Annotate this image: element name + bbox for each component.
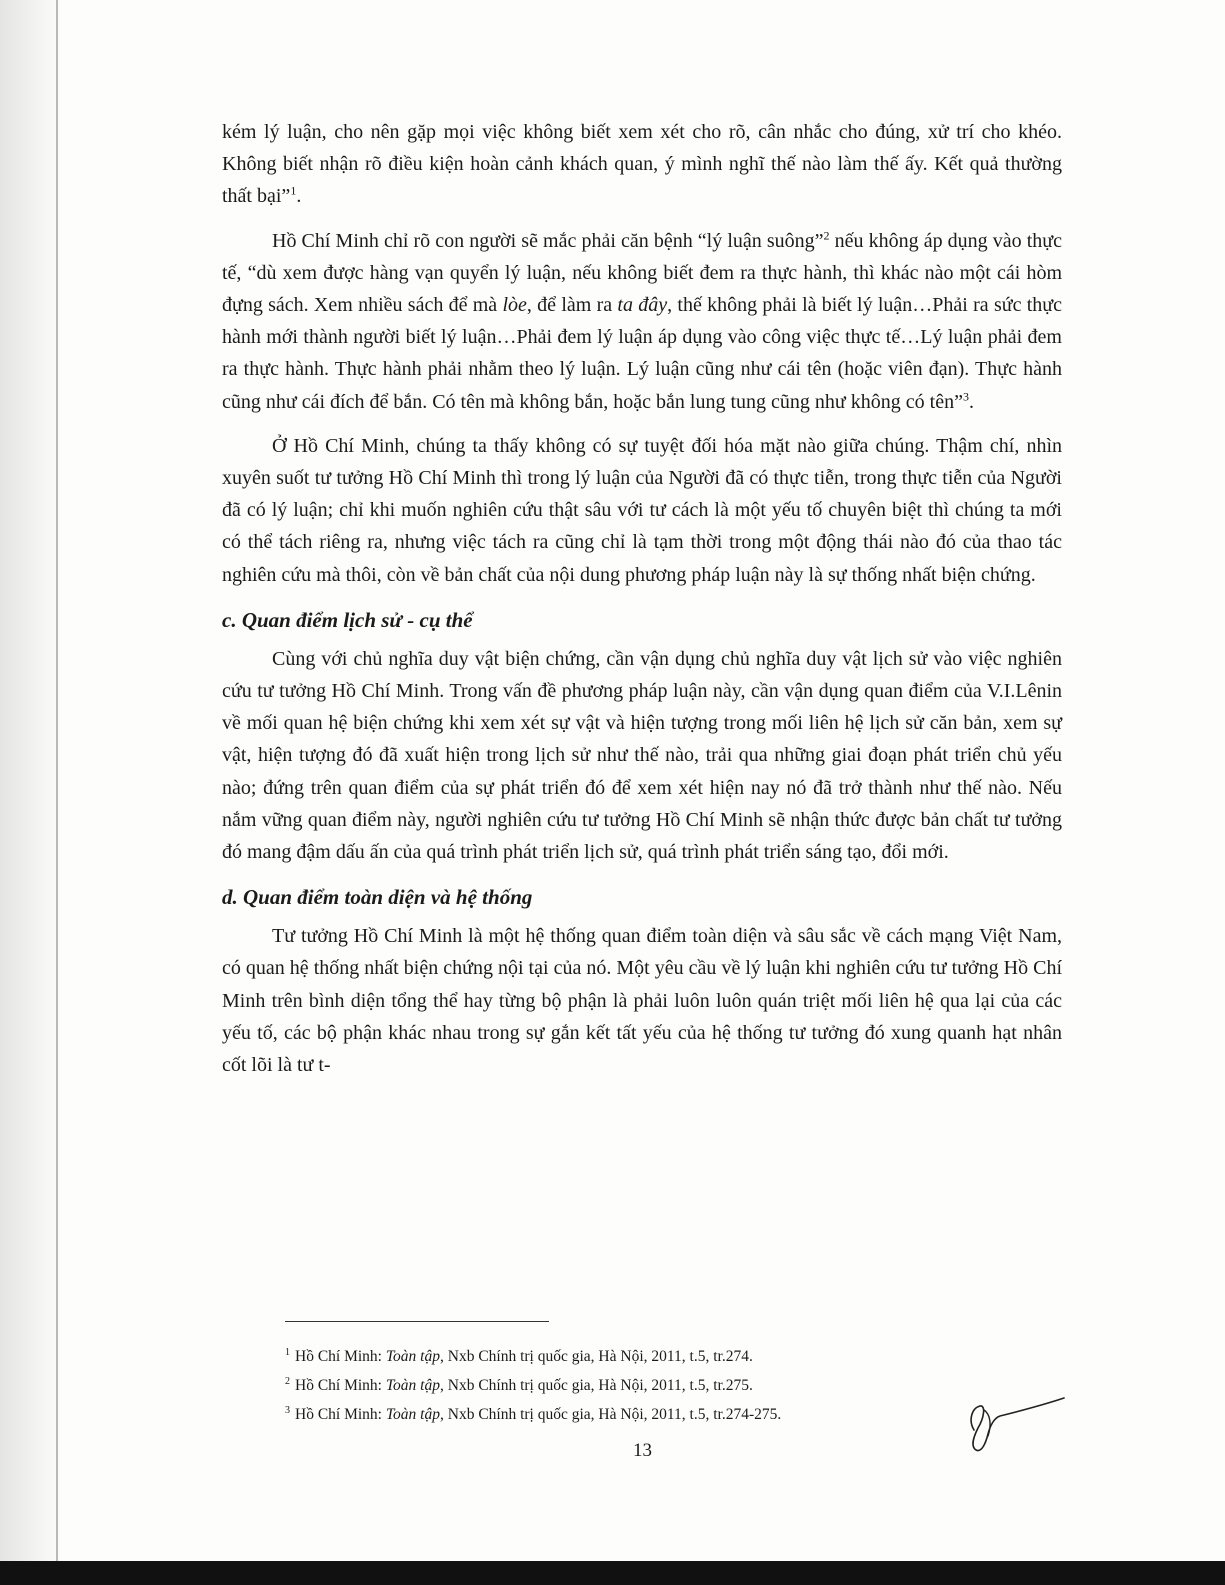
section-d-body: Tư tưởng Hồ Chí Minh là một hệ thống quan điểm toàn diện và sâu sắc về cách mạng Việt Nam, có quan hệ thống nhất biện chứng nội tại của nó. Một yêu cầu về lý luận khi nghiên cứu tư tưởng Hồ Chí Minh trên bình diện tổng thể hay từng bộ phận là phải luôn luôn quán triệt mối liên hệ qua lại của các yếu tố, các bộ phận khác nhau trong sự gắn kết tất yếu của hệ thống tư tưởng đó xung quanh hạt nhân cốt lõi là tư t- bbox=[222, 925, 1062, 1077]
scan-bottom-bar bbox=[0, 1561, 1225, 1585]
footnote-3: $^3$ Hồ Chí Minh: Toàn tập, Nxb Chính trị quốc gia, Hà Nội, 2011, t.5, tr.274-275. bbox=[285, 1404, 782, 1423]
section-c-body: Cùng với chủ nghĩa duy vật biện chứng, cần vận dụng chủ nghĩa duy vật lịch sử vào việc nghiên cứu tư tưởng Hồ Chí Minh. Trong vấn đề phương pháp luận này, cần vận dụng quan điểm của V.I.Lênin về mối quan hệ biện chứng khi xem xét sự vật và hiện tượng trong mối liên hệ lịch sử căn bản, xem sự vật, hiện tượng đó đã xuất hiện trong lịch sử như thế nào, trải qua những giai đoạn phát triển chủ yếu nào; đứng trên quan điểm của sự phát triển đó để xem xét hiện nay nó đã trở thành như thế nào. Nếu nắm vững quan điểm này, người nghiên cứu tư tưởng Hồ Chí Minh sẽ nhận thức được bản chất tư tưởng đó mang đậm dấu ấn của quá trình phát triển lịch sử, quá trình phát triển sáng tạo, đổi mới. bbox=[222, 647, 1062, 864]
footnote-ref-2[interactable]: 2 bbox=[823, 227, 830, 242]
scan-edge-left bbox=[0, 0, 62, 1585]
paragraph-1: kém lý luận, cho nên gặp mọi việc không biết xem xét cho rõ, cân nhắc cho đúng, xử trí cho khéo. Không biết nhận rõ điều kiện hoàn cảnh khách quan, ý mình nghĩ thế nào làm thế ấy. Kết quả thường thất bại”$^1$. bbox=[222, 121, 1062, 208]
page-number: 13 bbox=[633, 1440, 652, 1461]
footnote-1: $^1$ Hồ Chí Minh: Toàn tập, Nxb Chính trị quốc gia, Hà Nội, 2011, t.5, tr.274. bbox=[285, 1346, 753, 1365]
section-c-heading: c. Quan điểm lịch sử - cụ thể bbox=[222, 607, 473, 632]
footnote-separator bbox=[285, 1321, 549, 1322]
binding-line bbox=[56, 0, 58, 1585]
footnotes bbox=[285, 1342, 925, 1429]
page-body bbox=[222, 116, 1062, 1081]
section-d-heading: d. Quan điểm toàn diện và hệ thống bbox=[222, 885, 533, 910]
footnote-ref-3[interactable]: 3 bbox=[962, 388, 969, 403]
footnote-2: $^2$ Hồ Chí Minh: Toàn tập, Nxb Chính trị quốc gia, Hà Nội, 2011, t.5, tr.275. bbox=[285, 1375, 753, 1394]
footnote-ref-1[interactable]: 1 bbox=[290, 183, 297, 198]
paragraph-2: Hồ Chí Minh chỉ rõ con người sẽ mắc phải căn bệnh “lý luận suông”$^2$ nếu không áp dụng vào thực tế, “dù xem được hàng vạn quyển lý luận, nếu không biết đem ra thực hành, thì khác nào một cái hòm đựng sách. Xem nhiều sách để mà lòe, để làm ra ta đây, thế không phải là biết lý luận…Phải ra sức thực hành mới thành người biết lý luận…Phải đem lý luận áp dụng vào công việc thực tế…Lý luận phải đem ra thực hành. Thực hành phải nhằm theo lý luận. Lý luận cũng như cái tên (hoặc viên đạn). Thực hành cũng như cái đích để bắn. Có tên mà không bắn, hoặc bắn lung tung cũng như không có tên”$^3$. bbox=[222, 227, 1063, 413]
paragraph-3: Ở Hồ Chí Minh, chúng ta thấy không có sự tuyệt đối hóa mặt nào giữa chúng. Thậm chí, nhìn xuyên suốt tư tưởng Hồ Chí Minh thì trong lý luận của Người đã có thực tiễn, trong thực tiễn của Người đã có lý luận; chỉ khi muốn nghiên cứu thật sâu với tư cách là một yếu tố chuyên biệt thì chúng ta mới có thể tách riêng ra, nhưng việc tách ra cũng chỉ là tạm thời trong một động thái nào đó của thao tác nghiên cứu mà thôi, còn về bản chất của nội dung phương pháp luận này là sự thống nhất biện chứng. bbox=[222, 434, 1062, 586]
